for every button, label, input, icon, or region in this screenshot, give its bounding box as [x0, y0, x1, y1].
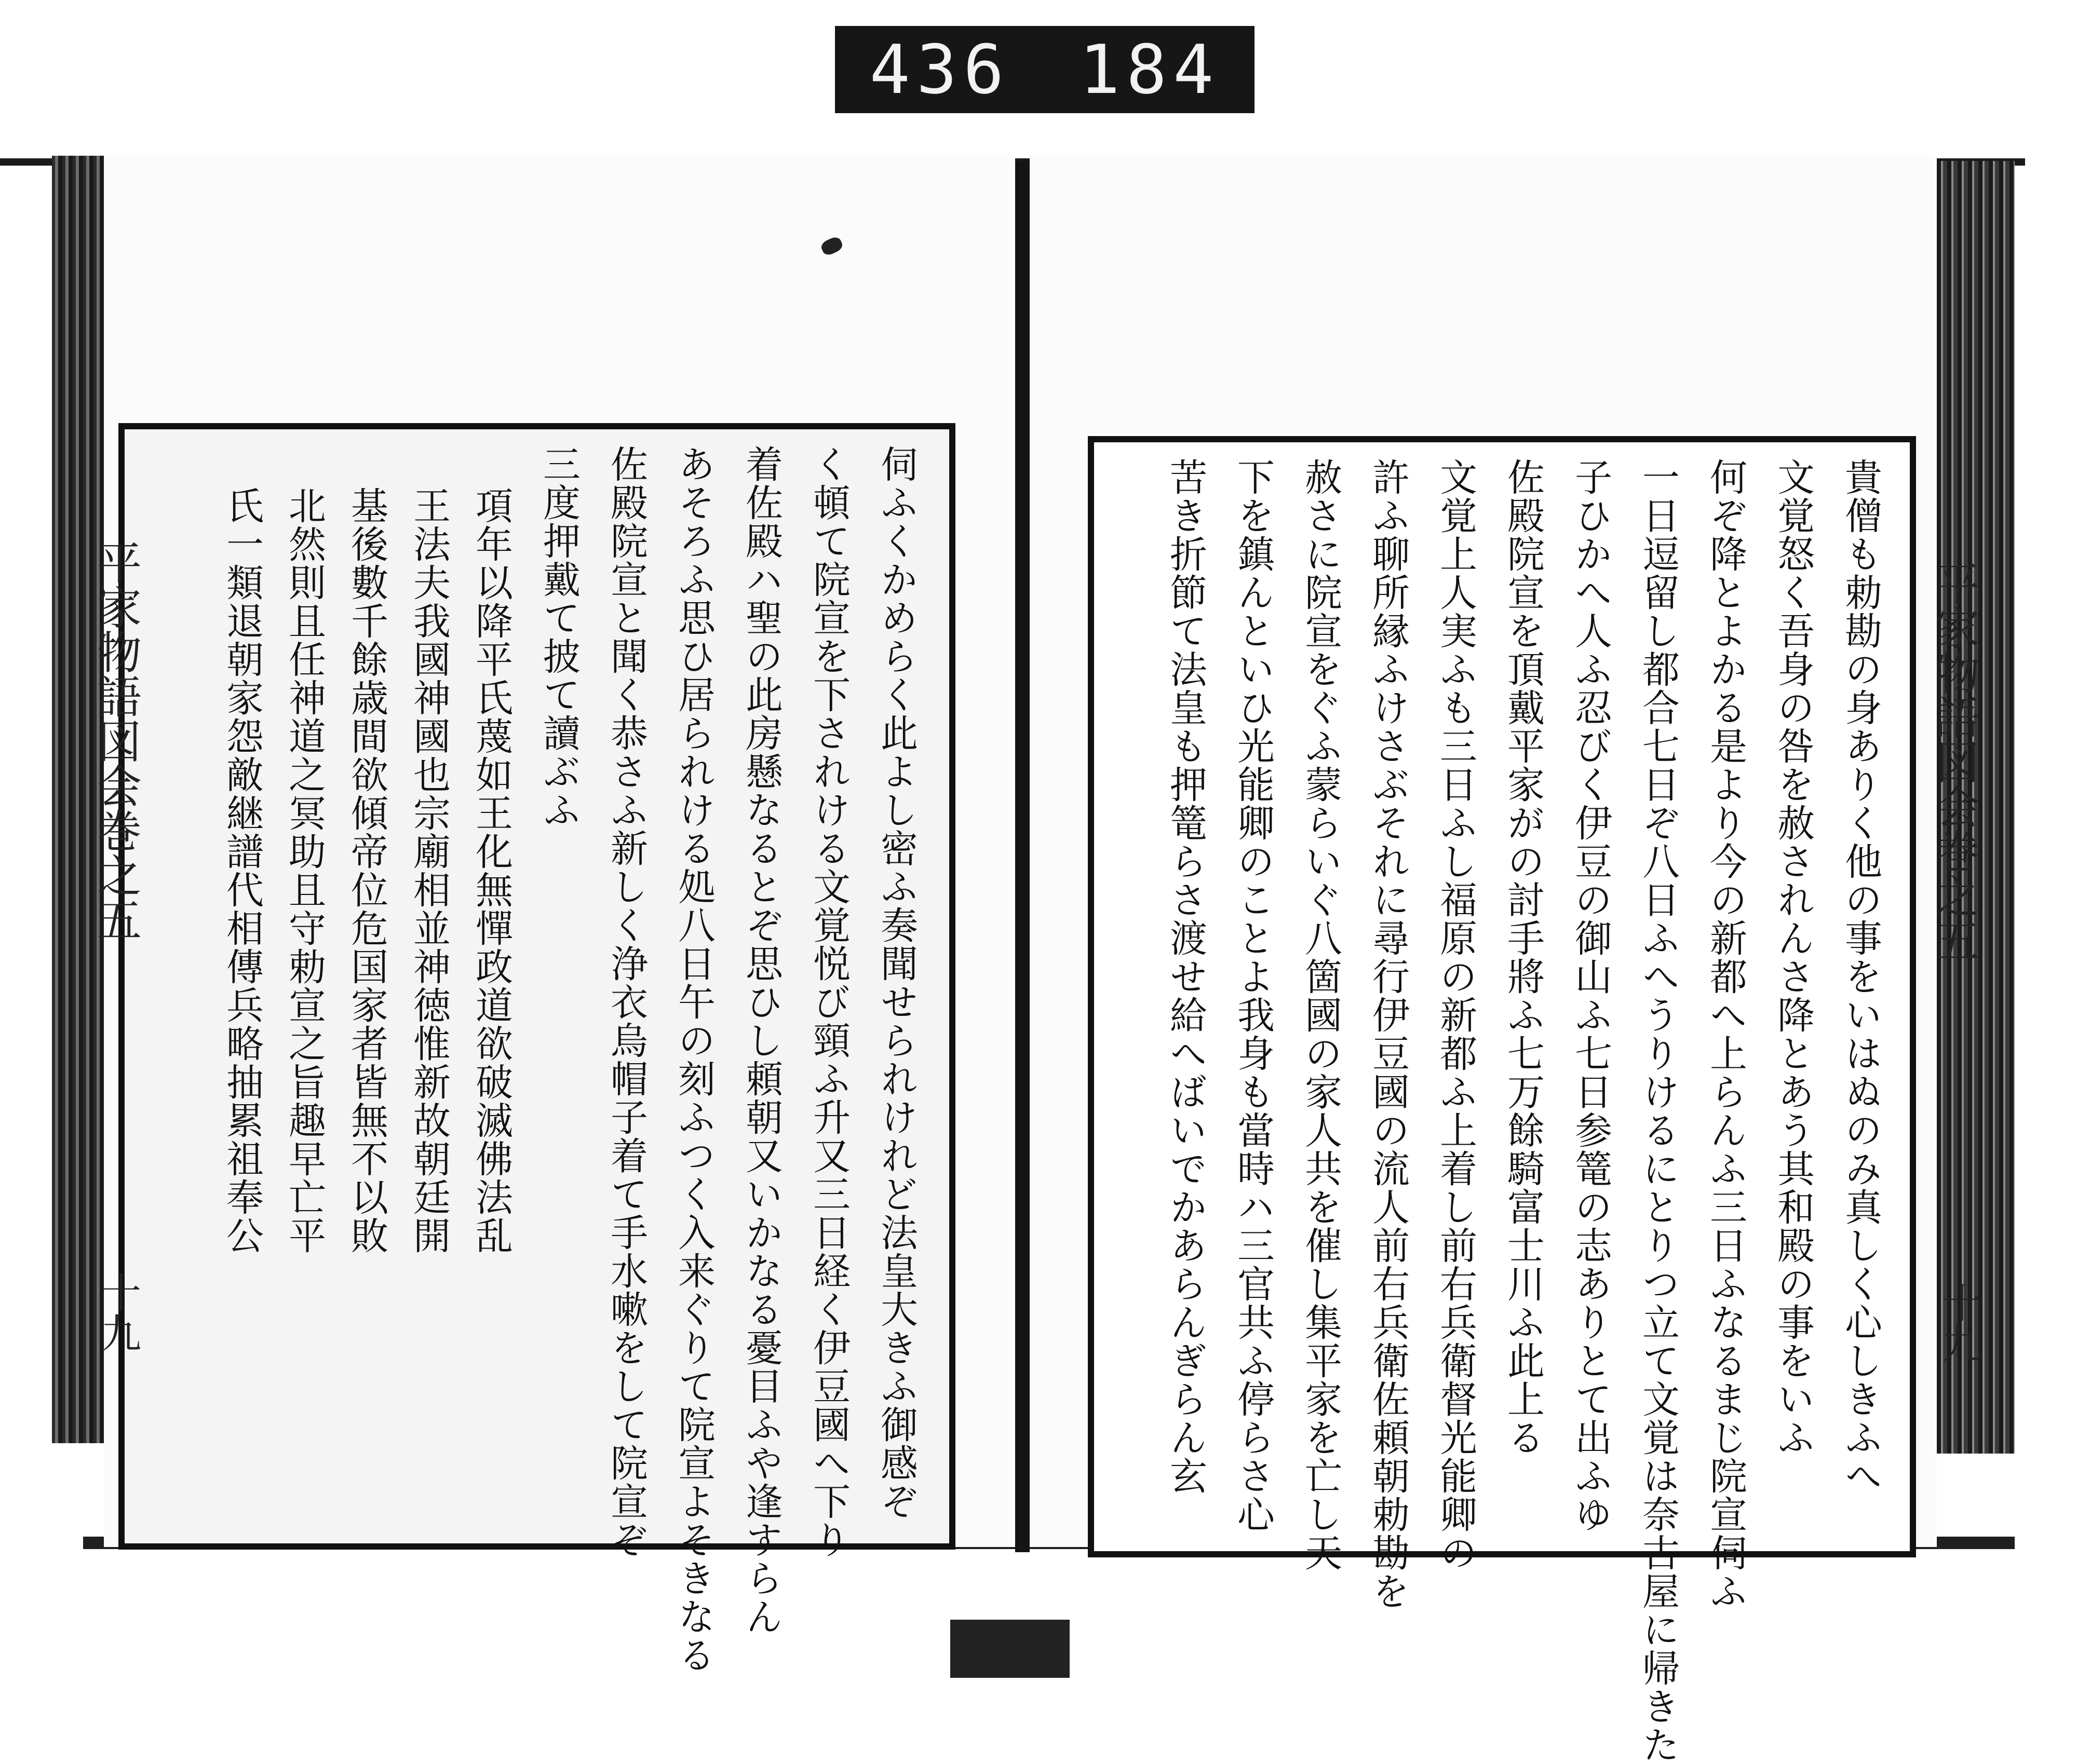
kanbun-column: 基後數千餘歳間欲傾帝位危国家者皆無不以敗 — [345, 486, 388, 1255]
kanbun-column: 項年以降平氏蔑如王化無憚政道欲破滅佛法乱 — [469, 486, 513, 1255]
text-column: 下を鎮んといひ光能卿のことよ我身も當時ハ三官共ふ停らさ心 — [1231, 458, 1275, 1534]
left-text-block — [118, 423, 955, 1674]
frame-number: 184 — [1079, 30, 1220, 109]
kanbun-column: 氏一類退朝家怨敵継譜代相傳兵略抽累祖奉公 — [220, 486, 264, 1255]
text-column: 文覚上人実ふも三日ふし福原の新都ふ上着し前右兵衛督光能卿の — [1434, 458, 1477, 1572]
archive-label-plate — [835, 26, 1255, 113]
text-column: 赦さに院宣をぐふ蒙らいぐ八箇國の家人共を催し集平家を亡し天 — [1299, 458, 1342, 1572]
text-column: 苦き折節て法皇も押篭らさ渡せ給へばいでかあらんぎらん玄 — [1164, 458, 1207, 1495]
book-gutter — [1015, 161, 1030, 1552]
kanbun-column: 北然則且任神道之冥助且守勅宣之旨趣早亡平 — [282, 486, 326, 1255]
left-running-title: 平家物語図会巻之五 — [89, 540, 141, 942]
text-column: 何ぞ降とよかる是より今の新都へ上らんふ三日ふなるまじ院宣伺ふ — [1704, 458, 1747, 1610]
text-column: 佐殿院宣を頂戴平家がの討手將ふ七万餘騎富士川ふ此上る — [1501, 458, 1545, 1457]
text-column: 許ふ聊所縁ふけさぶそれに尋行伊豆國の流人前右兵衛佐頼朝勅勘を — [1366, 458, 1410, 1610]
text-column: 三度押戴て披て讀ぶふ — [537, 445, 581, 829]
right-folio: 十九 — [1935, 1282, 1981, 1363]
kanbun-column: 王法夫我國神國也宗廟相並神徳惟新故朝廷開 — [407, 486, 451, 1255]
text-column: あそろふ思ひ居られける処八日午の刻ふつく入来ぐりて院宣よそきなる — [672, 445, 716, 1674]
text-column: 文覚怒く吾身の咎を赦されんさ降とあう其和殿の事をいふ — [1771, 458, 1815, 1457]
volume-number: 436 — [869, 30, 1010, 109]
right-text-block — [1088, 436, 1916, 1764]
text-column: 佐殿院宣と聞く恭さふ新しく浄衣烏帽子着て手水嗽をして院宣ぞ — [604, 445, 648, 1559]
text-column: く頓て院宣を下されける文覚悦び頸ふ升又三日経く伊豆國へ下り — [807, 445, 851, 1559]
gutter-foot — [950, 1620, 1070, 1678]
text-column: 着佐殿ハ聖の此房懸なるとぞ思ひし頼朝又いかなる憂目ふや逢すらん — [739, 445, 783, 1636]
text-column: 貴僧も勅勘の身ありく他の事をいはぬのみ真しく心しきふへ — [1839, 458, 1882, 1495]
right-running-title: 平家物語図会巻之五 — [1927, 561, 1979, 962]
left-folio: 十九 — [94, 1272, 141, 1353]
text-column: 一日逗留し都合七日ぞ八日ふへうりけるにとりつ立て文覚は奈古屋に帰きた — [1636, 458, 1680, 1764]
text-column: 伺ふくかめらく此よし密ふ奏聞せられけれど法皇大きふ御感ぞ — [874, 445, 918, 1521]
text-column: 子ひかへ人ふ忍びく伊豆の御山ふ七日参篭の志ありとて出ふゆ — [1569, 458, 1612, 1534]
